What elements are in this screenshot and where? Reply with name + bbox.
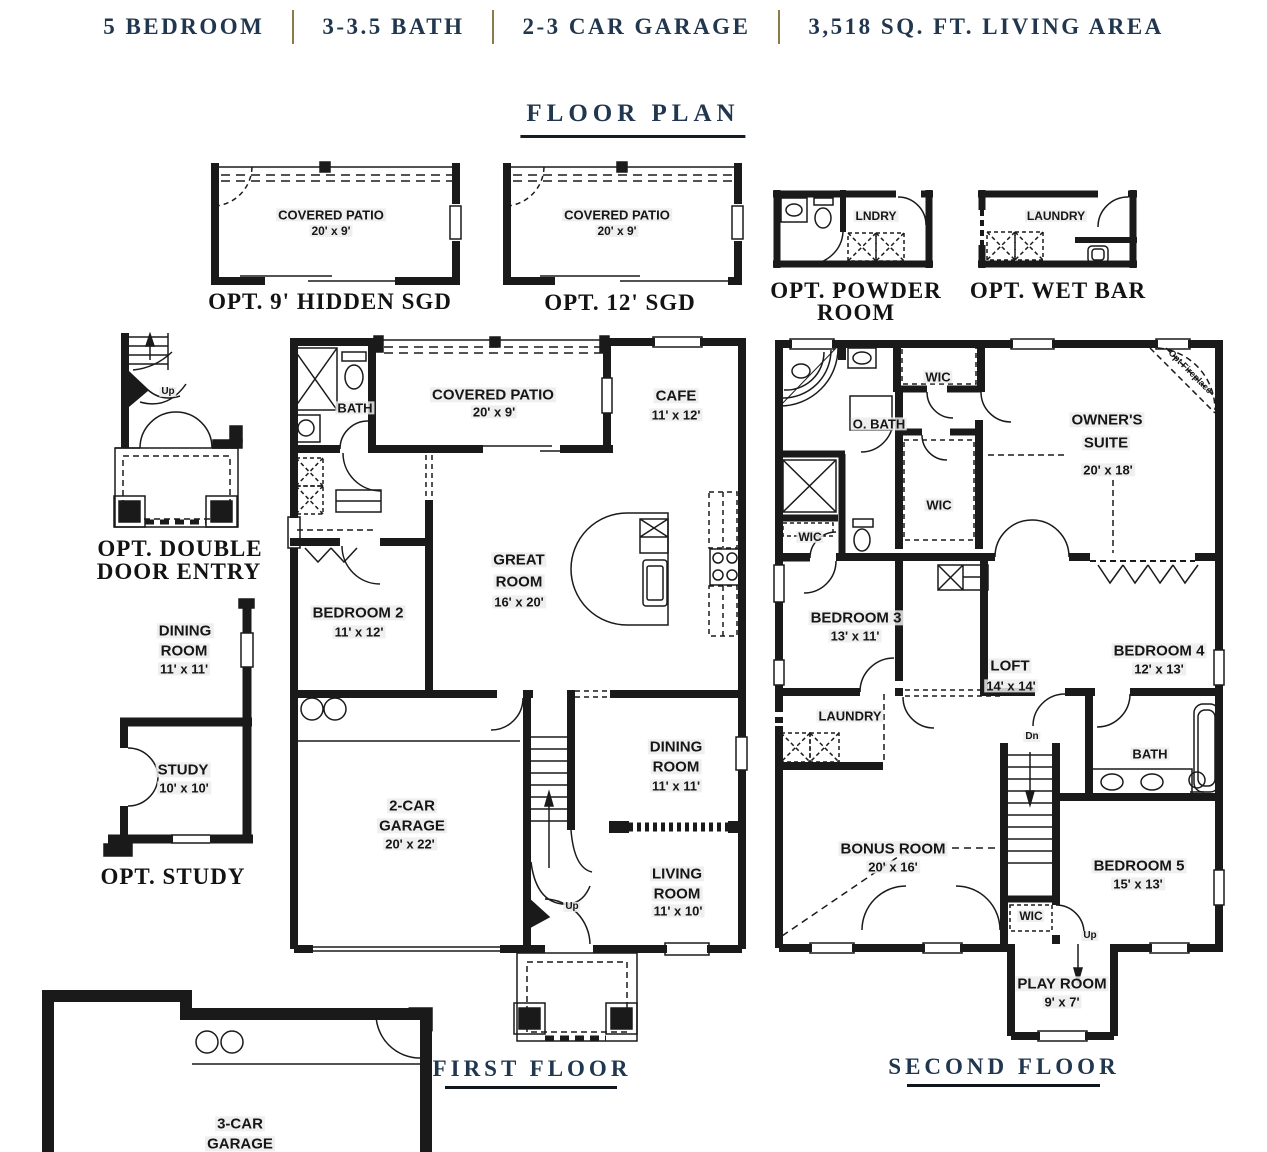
room-label-dining-line1: DINING bbox=[649, 738, 703, 756]
room-dims-dining-opt: 11' x 11' bbox=[159, 661, 209, 677]
spec-area: 3,518 SQ. FT. LIVING AREA bbox=[808, 14, 1164, 39]
caption-first-floor: FIRST FLOOR bbox=[432, 1056, 632, 1081]
room-label-great-line1: GREAT bbox=[493, 551, 545, 569]
room-label-3car-line2: GARAGE bbox=[207, 1135, 273, 1152]
room-dims-covered-patio: 20' x 9' bbox=[472, 404, 516, 420]
caption-opt-double-line2: DOOR ENTRY bbox=[96, 559, 262, 584]
caption-opt-wet-bar: OPT. WET BAR bbox=[969, 278, 1147, 303]
room-label-bedroom3: BEDROOM 3 bbox=[810, 609, 902, 627]
room-label-living-line2: ROOM bbox=[653, 885, 701, 903]
room-label-bedroom4: BEDROOM 4 bbox=[1113, 642, 1205, 660]
room-label-bedroom2: BEDROOM 2 bbox=[312, 604, 404, 622]
dn-label-second-floor: Dn bbox=[1025, 730, 1039, 742]
room-dims-study: 10' x 10' bbox=[159, 780, 209, 796]
room-label-laundry2: LAUNDRY bbox=[818, 708, 882, 724]
caption-opt-study: OPT. STUDY bbox=[100, 864, 246, 889]
room-dims-playroom: 9' x 7' bbox=[1044, 994, 1080, 1010]
room-label-bath1: BATH bbox=[337, 400, 373, 416]
room-label-loft: LOFT bbox=[990, 657, 1030, 675]
room-label-covered-patio-opt12: COVERED PATIO bbox=[564, 207, 670, 223]
room-label-playroom: PLAY ROOM bbox=[1017, 975, 1107, 993]
room-label-living-line1: LIVING bbox=[651, 865, 703, 883]
caption-second-floor: SECOND FLOOR bbox=[888, 1054, 1120, 1079]
room-dims-bedroom4: 12' x 13' bbox=[1134, 661, 1184, 677]
room-dims-garage: 20' x 22' bbox=[385, 836, 435, 852]
room-dims-bedroom5: 15' x 13' bbox=[1113, 876, 1163, 892]
room-label-cafe: CAFE bbox=[655, 387, 697, 405]
up-label-double-door: Up bbox=[161, 385, 175, 397]
room-label-great-line2: ROOM bbox=[495, 573, 543, 591]
room-label-3car-line1: 3-CAR bbox=[217, 1115, 263, 1133]
caption-opt-9-hidden-sgd: OPT. 9' HIDDEN SGD bbox=[208, 289, 452, 314]
caption-opt-12-sgd: OPT. 12' SGD bbox=[544, 290, 696, 315]
room-dims-owners-suite: 20' x 18' bbox=[1083, 462, 1133, 478]
room-label-bedroom5: BEDROOM 5 bbox=[1093, 857, 1185, 875]
room-label-covered-patio: COVERED PATIO bbox=[432, 386, 554, 404]
room-label-wic-mid: WIC bbox=[926, 497, 952, 513]
room-dims-covered-patio-opt12: 20' x 9' bbox=[597, 223, 637, 238]
page-title: FLOOR PLAN bbox=[520, 100, 745, 138]
first-floor-underline bbox=[445, 1086, 617, 1089]
room-label-dining-opt-line1: DINING bbox=[158, 622, 212, 640]
room-label-wic-left: WIC bbox=[798, 529, 822, 544]
room-dims-bedroom3: 13' x 11' bbox=[830, 628, 880, 644]
spec-baths: 3-3.5 BATH bbox=[322, 14, 465, 39]
room-dims-great: 16' x 20' bbox=[494, 594, 544, 610]
up-label-second-floor: Up bbox=[1083, 929, 1097, 941]
room-label-study: STUDY bbox=[157, 761, 209, 779]
caption-opt-powder-line1: OPT. POWDER bbox=[770, 278, 942, 303]
up-label-first-floor: Up bbox=[565, 900, 579, 912]
room-label-covered-patio-opt9: COVERED PATIO bbox=[278, 207, 384, 223]
caption-opt-double-line1: OPT. DOUBLE bbox=[97, 536, 263, 561]
room-label-garage-line1: 2-CAR bbox=[389, 797, 435, 815]
second-floor-underline bbox=[907, 1084, 1100, 1087]
caption-opt-powder-line2: ROOM bbox=[816, 300, 896, 325]
room-dims-loft: 14' x 14' bbox=[986, 678, 1036, 694]
room-label-owners-suite-line2: SUITE bbox=[1083, 434, 1129, 452]
room-dims-bonus: 20' x 16' bbox=[868, 859, 918, 875]
room-dims-dining: 11' x 11' bbox=[651, 778, 701, 794]
room-dims-cafe: 11' x 12' bbox=[651, 407, 701, 423]
room-label-lndry: LNDRY bbox=[855, 208, 897, 223]
room-label-wic-top: WIC bbox=[925, 369, 951, 385]
room-dims-bedroom2: 11' x 12' bbox=[334, 624, 384, 640]
room-label-wic-bottom: WIC bbox=[1019, 908, 1043, 923]
room-label-bath2: BATH bbox=[1132, 746, 1168, 762]
opt-fireplace-label: Opt Fireplace bbox=[1166, 347, 1215, 396]
room-label-bonus: BONUS ROOM bbox=[840, 840, 946, 858]
room-label-dining-opt-line2: ROOM bbox=[160, 642, 208, 660]
room-label-owners-bath: O. BATH bbox=[852, 416, 906, 432]
room-label-owners-suite-line1: OWNER'S bbox=[1071, 411, 1143, 429]
room-dims-living: 11' x 10' bbox=[653, 903, 703, 919]
spec-garage: 2-3 CAR GARAGE bbox=[522, 14, 751, 39]
spec-bedrooms: 5 BEDROOM bbox=[103, 14, 265, 39]
room-dims-covered-patio-opt9: 20' x 9' bbox=[311, 223, 351, 238]
room-label-laundry-wetbar: LAUNDRY bbox=[1026, 208, 1086, 223]
room-label-garage-line2: GARAGE bbox=[379, 817, 445, 835]
room-label-dining-line2: ROOM bbox=[652, 758, 700, 776]
